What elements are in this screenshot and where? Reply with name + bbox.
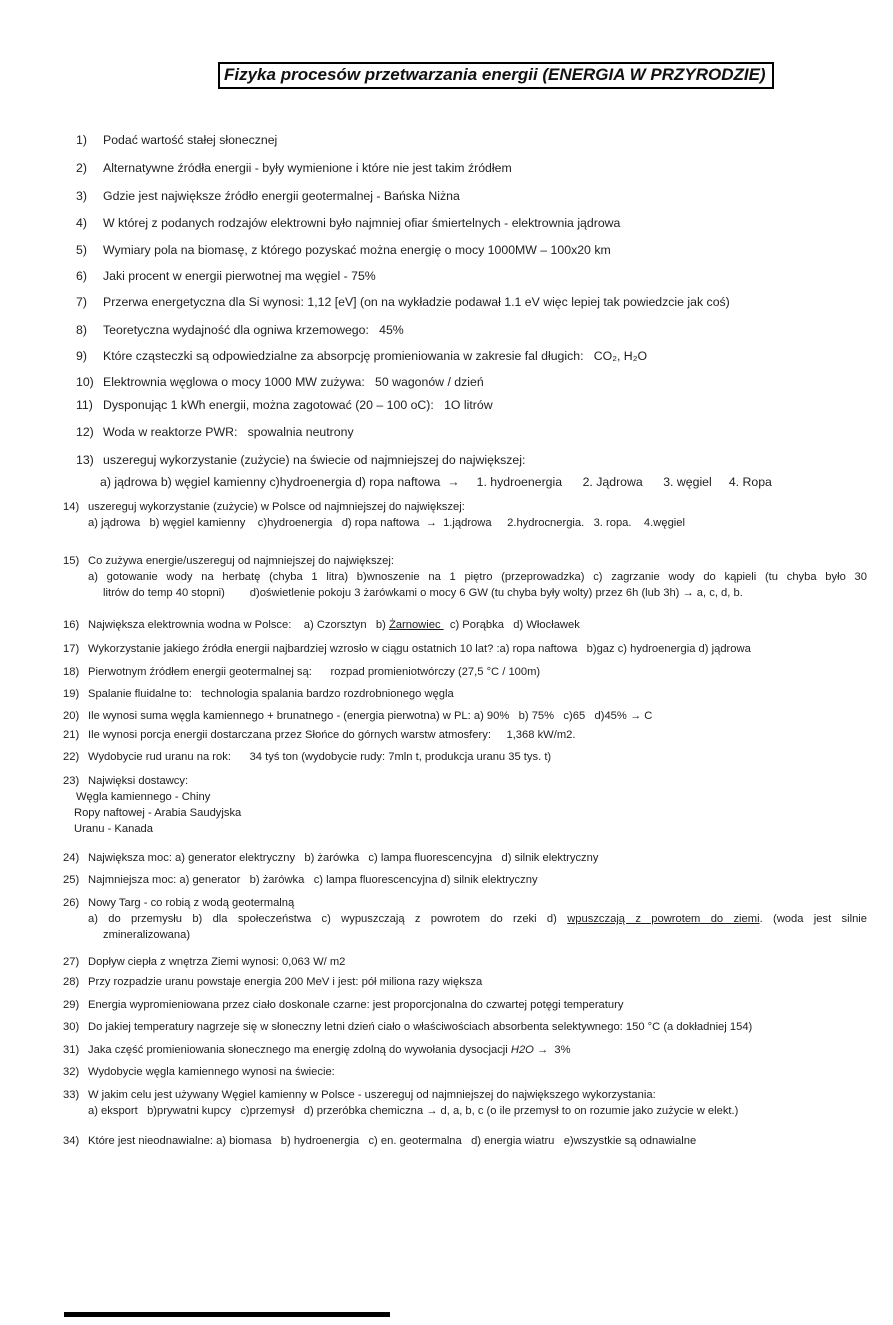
question-item [0, 688, 867, 701]
text-segment: Największa moc: a) generator elektryczny b) żarówka c) lampa fluorescencyjna d) silnik elektryczny [88, 852, 599, 864]
question-number: 26) [63, 897, 80, 909]
text-segment: Jaki procent w energii pierwotnej ma węgiel - 75% [103, 269, 376, 283]
question-sub-line [0, 929, 867, 942]
question-first-line [0, 1135, 867, 1148]
question-number: 28) [63, 976, 80, 988]
question-number: 9) [76, 349, 87, 363]
question-number: 5) [76, 243, 87, 257]
question-item [0, 666, 867, 679]
question-number: 33) [63, 1089, 80, 1101]
arrow-glyph: → [425, 517, 437, 529]
text-segment: Największa elektrownia wodna w Polsce: a) Czorsztyn b) [88, 619, 389, 631]
question-item [0, 349, 867, 363]
text-segment: Nowy Targ - co robią z wodą geotermalną [88, 897, 295, 909]
text-segment: C [641, 710, 653, 722]
text-segment: a) eksport b)prywatni kupcy c)przemysł d) przeróbka chemiczna [88, 1105, 427, 1117]
text-segment: Wydobycie węgla kamiennego wynosi na świecie: [88, 1066, 335, 1078]
question-number: 3) [76, 189, 87, 203]
question-number: 11) [76, 398, 93, 412]
question-first-line [0, 375, 867, 389]
text-segment: Woda w reaktorze PWR: spowalnia neutrony [103, 425, 354, 439]
question-first-line [0, 775, 867, 788]
question-item [0, 874, 867, 887]
text-segment: Energia wypromieniowana przez ciało doskonale czarne: jest proporcjonalna do czwartej potęgi temperatury [88, 999, 624, 1011]
question-item [0, 852, 867, 865]
title-box [218, 62, 774, 89]
question-first-line [0, 1066, 867, 1079]
document-page [0, 62, 893, 1325]
question-first-line [0, 976, 867, 989]
question-number: 32) [63, 1066, 80, 1078]
question-first-line [0, 643, 867, 656]
question-number: 34) [63, 1135, 80, 1147]
question-first-line [0, 666, 867, 679]
question-item [0, 375, 867, 389]
text-segment: Ile wynosi porcja energii dostarczana przez Słońce do górnych warstw atmosfery: 1,368 kW/m2. [88, 729, 576, 741]
question-first-line [0, 729, 867, 742]
question-first-line [0, 619, 867, 632]
text-segment: W jakim celu jest używany Węgiel kamienny w Polsce - uszereguj od najmniejszej do największego wykorzystania: [88, 1089, 656, 1101]
text-segment: Gdzie jest największe źródło energii geotermalnej - Bańska Niżna [103, 189, 460, 203]
question-number: 8) [76, 323, 87, 337]
question-number: 24) [63, 852, 80, 864]
question-item [0, 1044, 867, 1057]
arrow-glyph: → [629, 710, 642, 722]
text-segment: 3% [548, 1044, 571, 1056]
question-item [0, 189, 867, 203]
text-segment: Przerwa energetyczna dla Si wynosi: 1,12 [eV] (on na wykładzie podawał 1.1 eV więc lepiej tak powiedzcie jak coś) [103, 295, 730, 309]
question-item [0, 398, 867, 412]
text-segment: Najmniejsza moc: a) generator b) żarówka c) lampa fluorescencyjna d) silnik elektryczny [88, 874, 538, 886]
question-sub-line [0, 1105, 867, 1118]
question-item [0, 751, 867, 764]
text-segment: Ropy naftowej - Arabia Saudyjska [74, 807, 242, 819]
question-first-line [0, 189, 867, 203]
question-number: 19) [63, 688, 80, 700]
question-first-line [0, 751, 867, 764]
underlined-answer: wpuszczają z powrotem do ziemi [567, 913, 760, 925]
question-first-line [0, 425, 867, 439]
question-first-line [0, 1021, 867, 1034]
question-first-line [0, 1089, 867, 1102]
question-item [0, 161, 867, 175]
text-segment: Alternatywne źródła energii - były wymienione i które nie jest takim źródłem [103, 161, 512, 175]
question-item [0, 1135, 867, 1148]
question-number: 27) [63, 956, 80, 968]
question-item [0, 323, 867, 337]
question-item [0, 1089, 867, 1118]
text-segment: uszereguj wykorzystanie (zużycie) w Polsce od najmniejszej do największej: [88, 501, 465, 513]
question-number: 12) [76, 425, 94, 439]
question-first-line [0, 398, 867, 412]
question-first-line [0, 243, 867, 257]
text-segment: Najwięksi dostawcy: [88, 775, 189, 787]
question-first-line [0, 295, 867, 309]
question-item [0, 619, 867, 632]
text-segment: a) jądrowa b) węgiel kamienny c)hydroenergia d) ropa naftowa [88, 517, 426, 529]
arrow-glyph: → [447, 475, 460, 489]
question-number: 22) [63, 751, 80, 763]
question-item [0, 643, 867, 656]
text-segment: Węgla kamiennego - Chiny [76, 791, 211, 803]
question-sub-line [0, 587, 867, 600]
underlined-answer: Żarnowiec [388, 619, 444, 631]
question-item [0, 216, 867, 230]
question-number: 25) [63, 874, 80, 886]
text-segment: Które cząsteczki są odpowiedzialne za absorpcję promieniowania w zakresie fal długich: CO₂, H₂O [103, 349, 648, 363]
text-segment: Elektrownia węglowa o mocy 1000 MW zużywa: 50 wagonów / dzień [103, 375, 484, 389]
question-item [0, 976, 867, 989]
question-first-line [0, 133, 867, 147]
question-number: 16) [63, 619, 80, 631]
question-item [0, 453, 867, 489]
text-segment: Spalanie fluidalne to: technologia spalania bardzo rozdrobnionego węgla [88, 688, 454, 700]
arrow-glyph: → [537, 1044, 549, 1056]
question-first-line [0, 852, 867, 865]
question-first-line [0, 216, 867, 230]
question-number: 4) [76, 216, 87, 230]
question-number: 17) [63, 643, 80, 655]
question-item [0, 425, 867, 439]
text-segment: Do jakiej temperatury nagrzeje się w słoneczny letni dzień ciało o właściwościach absorbenta selektywnego: 150 °C (a dokładniej 154) [88, 1021, 753, 1033]
question-first-line [0, 349, 867, 363]
text-segment: Wydobycie rud uranu na rok: 34 tyś ton (wydobycie rudy: 7mln t, produkcja uranu 35 tys. t) [88, 751, 552, 763]
italic-formula: H2O [510, 1044, 534, 1056]
question-item [0, 133, 867, 147]
question-item [0, 1021, 867, 1034]
question-number: 15) [63, 555, 80, 567]
text-segment: a) do przemysłu b) dla społeczeństwa c) wypuszczają z powrotem do rzeki d) [88, 913, 568, 925]
question-number: 18) [63, 666, 80, 678]
text-segment: Co zużywa energie/uszereguj od najmniejszej do największej: [88, 555, 394, 567]
text-segment: Ile wynosi suma węgla kamiennego + brunatnego - (energia pierwotna) w PL: a) 90% b) 75% c)65 d)45% [88, 710, 630, 722]
text-segment: W której z podanych rodzajów elektrowni było najmniej ofiar śmiertelnych - elektrownia jądrowa [103, 216, 621, 230]
question-item [0, 501, 867, 530]
question-first-line [0, 874, 867, 887]
question-item [0, 897, 867, 942]
text-segment: Przy rozpadzie uranu powstaje energia 200 MeV i jest: pół miliona razy większa [88, 976, 483, 988]
question-number: 6) [76, 269, 87, 283]
question-number: 23) [63, 775, 80, 787]
text-segment: litrów do temp 40 stopni) d)oświetlenie pokoju 3 żarówkami o mocy 6 GW (tu chyba były wolty) przez 6h (lub 3h) [103, 587, 683, 599]
text-segment: 1. hydroenergia 2. Jądrowa 3. węgiel 4. Ropa [459, 475, 772, 489]
text-segment: a) gotowanie wody na herbatę (chyba 1 litra) b)wnoszenie na 1 piętro (przeprowadzka) c) zagrzanie wody do kąpieli (tu chyba było 30 [88, 571, 867, 583]
text-segment: Które jest nieodnawialne: a) biomasa b) hydroenergia c) en. geotermalna d) energia wiatru e)wszystkie są odnawialne [88, 1135, 697, 1147]
question-sub-line [0, 823, 867, 836]
question-number: 30) [63, 1021, 80, 1033]
text-segment: Podać wartość stałej słonecznej [103, 133, 278, 147]
question-item [0, 269, 867, 283]
question-item [0, 295, 867, 309]
question-first-line [0, 710, 867, 723]
question-first-line [0, 161, 867, 175]
question-first-line [0, 897, 867, 910]
question-item [0, 729, 867, 742]
question-first-line [0, 1044, 867, 1057]
question-sub-line [0, 475, 867, 489]
question-first-line [0, 956, 867, 969]
question-sub-line [0, 913, 867, 926]
question-sub-line [0, 571, 867, 584]
text-segment: uszereguj wykorzystanie (zużycie) na świecie od najmniejszej do największej: [103, 453, 526, 467]
text-segment: Wykorzystanie jakiego źródła energii najbardziej wzrosło w ciągu ostatnich 10 lat? :a) ropa naftowa b)gaz c) hydroenergia d) jądrowa [88, 643, 751, 655]
question-number: 10) [76, 375, 94, 389]
question-item [0, 555, 867, 600]
text-segment: Jaka część promieniowania słonecznego ma energię zdolną do wywołania dysocjacji [88, 1044, 511, 1056]
questions-list [0, 133, 893, 1148]
text-segment: 1.jądrowa 2.hydrocnergia. 3. ropa. 4.węgiel [436, 517, 685, 529]
question-number: 1) [76, 133, 87, 147]
question-number: 13) [76, 453, 94, 467]
question-number: 20) [63, 710, 80, 722]
question-first-line [0, 999, 867, 1012]
question-number: 7) [76, 295, 87, 309]
arrow-glyph: → [682, 587, 694, 599]
question-first-line [0, 453, 867, 467]
question-first-line [0, 269, 867, 283]
question-number: 21) [63, 729, 80, 741]
text-segment: c) Porąbka d) Włocławek [443, 619, 580, 631]
text-segment: a) jądrowa b) węgiel kamienny c)hydroenergia d) ropa naftowa [100, 475, 448, 489]
question-first-line [0, 688, 867, 701]
question-item [0, 243, 867, 257]
question-number: 29) [63, 999, 80, 1011]
arrow-glyph: → [426, 1105, 438, 1117]
text-segment: Dysponując 1 kWh energii, można zagotować (20 – 100 oC): 1O litrów [103, 398, 493, 412]
text-segment: Pierwotnym źródłem energii geotermalnej są: rozpad promieniotwórczy (27,5 °C / 100m) [88, 666, 541, 678]
question-first-line [0, 501, 867, 514]
document-title: Fizyka procesów przetwarzania energii (ENERGIA W PRZYRODZIE) [224, 65, 766, 84]
text-segment: Wymiary pola na biomasę, z którego pozyskać można energię o mocy 1000MW – 100x20 km [103, 243, 611, 257]
question-item [0, 1066, 867, 1079]
question-sub-line [0, 807, 867, 820]
text-segment: . (woda jest silnie [759, 913, 867, 925]
text-segment: zmineralizowana) [103, 929, 191, 941]
question-first-line [0, 323, 867, 337]
question-item [0, 956, 867, 969]
question-sub-line [0, 791, 867, 804]
question-item [0, 775, 867, 836]
text-segment: Teoretyczna wydajność dla ogniwa krzemowego: 45% [103, 323, 404, 337]
question-number: 31) [63, 1044, 80, 1056]
text-segment: a, c, d, b. [693, 587, 743, 599]
text-segment: Uranu - Kanada [74, 823, 153, 835]
scan-artifact-line [64, 1312, 390, 1317]
text-segment: Dopływ ciepła z wnętrza Ziemi wynosi: 0,063 W/ m2 [88, 956, 346, 968]
text-segment: d, a, b, c (o ile przemysł to on rozumie jako zużycie w elekt.) [437, 1105, 739, 1117]
question-number: 2) [76, 161, 87, 175]
question-number: 14) [63, 501, 80, 513]
question-sub-line [0, 517, 867, 530]
question-first-line [0, 555, 867, 568]
question-item [0, 710, 867, 723]
question-item [0, 999, 867, 1012]
